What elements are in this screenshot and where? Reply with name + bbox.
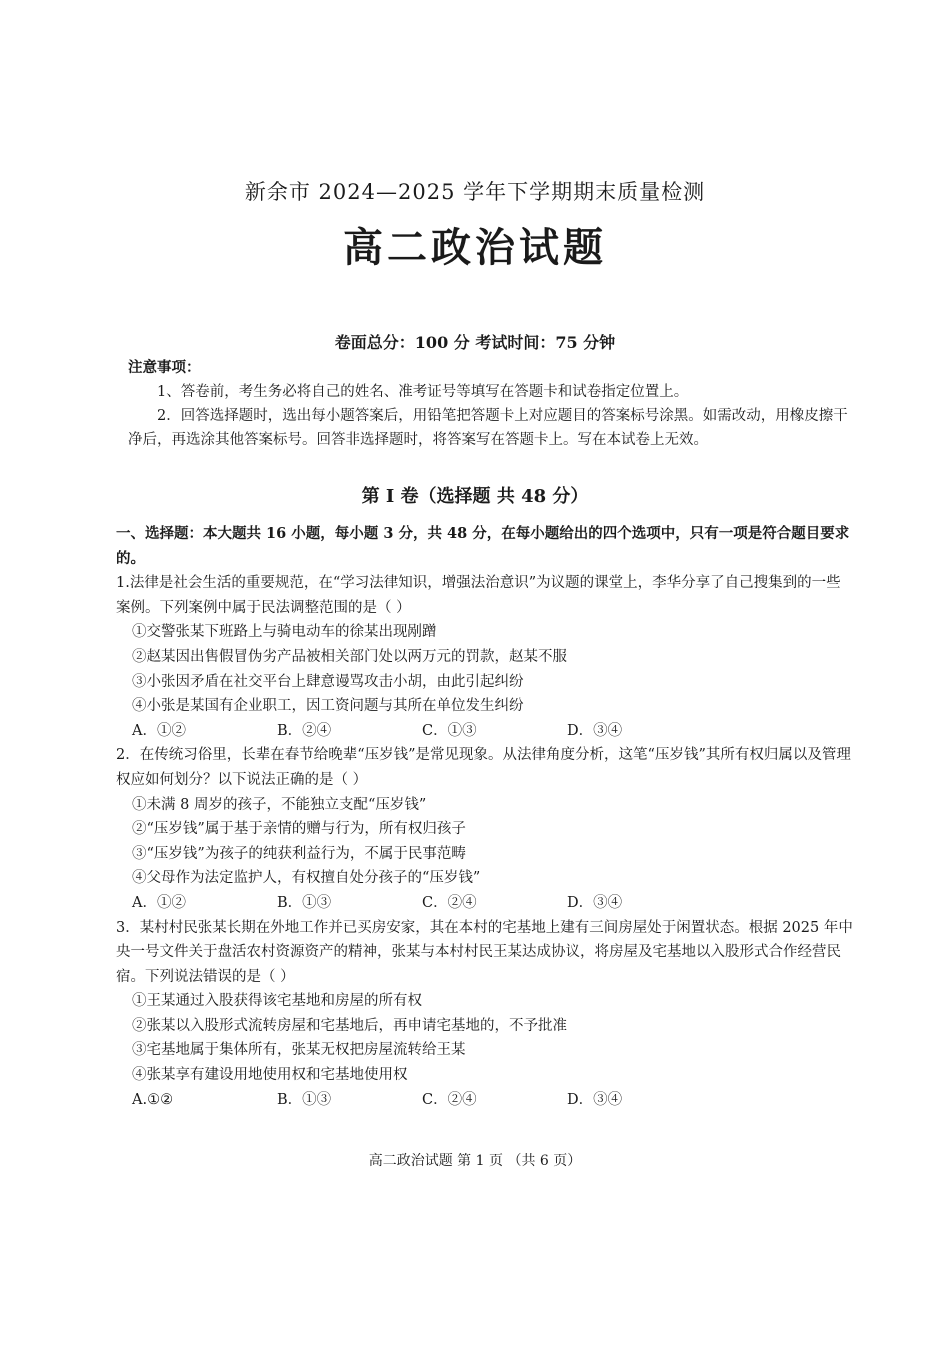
answer-choice: B．①③ [277,1091,332,1108]
question-stem: 3．某村村民张某长期在外地工作并已买房安家，其在本村的宅基地上建有三间房屋处于闲置状态。根据 2025 年中央一号文件关于盘活农村资源资产的精神，张某与本村村民王某达成协议，将房屋及宅基地以入股形式合作经营民宿。下列说法错误的是（ ） [116,919,853,985]
note-item: 1、答卷前，考生务必将自己的姓名、准考证号等填写在答题卡和试卷指定位置上。 [157,384,689,400]
question-3 [116,916,854,1113]
answer-choice: A.①② [132,1091,174,1108]
question-option: ③“压岁钱”为孩子的纯获利益行为，不属于民事范畴 [132,845,466,862]
section-title: 第 I 卷（选择题 共 48 分） [361,486,589,507]
answer-choices [116,1088,854,1113]
question-option: ①未满 8 周岁的孩子，不能独立支配“压岁钱” [132,796,427,813]
question-2 [116,743,854,915]
answer-choice: A．①② [132,894,186,911]
questions-block [116,522,854,1112]
question-option: ②“压岁钱”属于基于亲情的赠与行为，所有权归孩子 [132,821,466,838]
question-option: ②张某以入股形式流转房屋和宅基地后，再申请宅基地的，不予批准 [132,1017,567,1034]
answer-choice: C．①③ [422,722,477,739]
answer-choice: C．②④ [422,894,477,911]
question-option: ④小张是某国有企业职工，因工资问题与其所在单位发生纠纷 [132,698,524,715]
exam-subtitle: 新余市 2024—2025 学年下学期期末质量检测 [244,180,706,204]
question-option: ③小张因矛盾在社交平台上肆意谩骂攻击小胡，由此引起纠纷 [132,673,524,690]
answer-choice: D．③④ [567,722,623,739]
answer-choice: C．②④ [422,1091,477,1108]
answer-choice: A．①② [132,722,186,739]
exam-title: 高二政治试题 [343,224,607,271]
answer-choices [116,891,854,916]
question-option: ②赵某因出售假冒伪劣产品被相关部门处以两万元的罚款，赵某不服 [132,648,567,665]
question-1 [116,571,854,743]
exam-meta: 卷面总分：100 分 考试时间：75 分钟 [334,333,616,352]
question-stem: 2．在传统习俗里，长辈在春节给晚辈“压岁钱”是常见现象。从法律角度分析，这笔“压岁钱”其所有权归属以及管理权应如何划分？以下说法正确的是（ ） [116,747,851,788]
question-stem: 1.法律是社会生活的重要规范，在“学习法律知识，增强法治意识”为议题的课堂上，李华分享了自己搜集到的一些案例。下列案例中属于民法调整范围的是（ ） [116,575,841,616]
note-item: 2．回答选择题时，选出每小题答案后，用铅笔把答题卡上对应题目的答案标号涂黑。如需改动，用橡皮擦干净后，再选涂其他答案标号。回答非选择题时，将答案写在答题卡上。写在本试卷上无效。 [128,408,848,448]
question-option: ③宅基地属于集体所有，张某无权把房屋流转给王某 [132,1042,466,1059]
question-option: ①交警张某下班路上与骑电动车的徐某出现剐蹭 [132,624,437,641]
question-option: ①王某通过入股获得该宅基地和房屋的所有权 [132,993,422,1010]
section-instruction: 一、选择题：本大题共 16 小题，每小题 3 分，共 48 分，在每小题给出的四个选项中，只有一项是符合题目要求的。 [116,525,850,567]
question-option: ④张某享有建设用地使用权和宅基地使用权 [132,1067,408,1084]
notes-heading: 注意事项： [128,359,201,376]
answer-choice: D．③④ [567,894,623,911]
page-footer: 高二政治试题 第 1 页 （共 6 页） [368,1153,582,1169]
answer-choice: B．②④ [277,722,332,739]
answer-choices [116,719,854,744]
notes-block [128,356,848,452]
answer-choice: B．①③ [277,894,332,911]
question-option: ④父母作为法定监护人，有权擅自处分孩子的“压岁钱” [132,870,481,887]
answer-choice: D．③④ [567,1091,623,1108]
